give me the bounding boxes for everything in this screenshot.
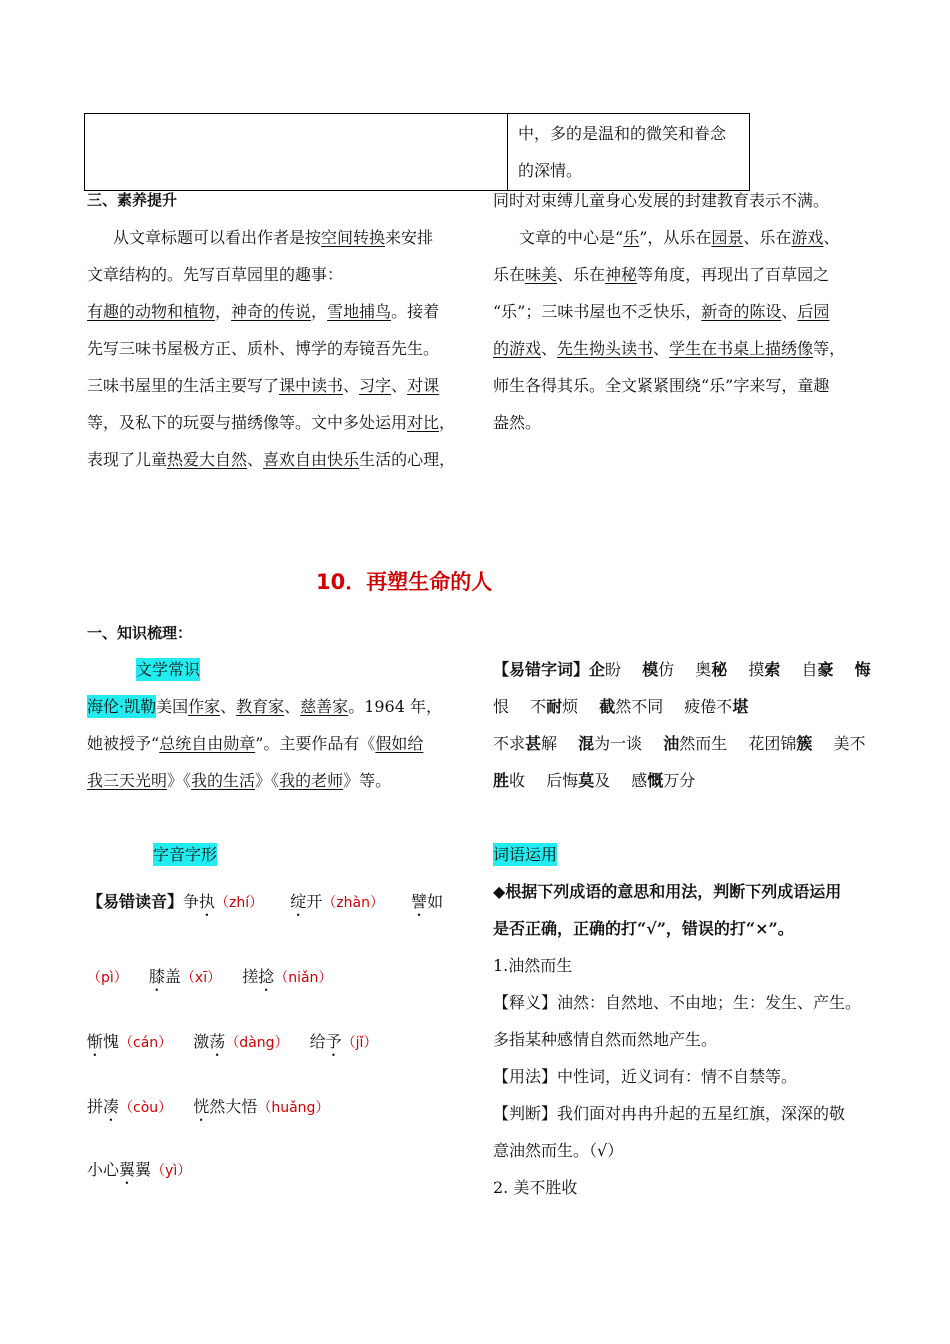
word-segment: 美不 bbox=[812, 734, 866, 753]
word-segment bbox=[833, 660, 854, 679]
word-segment: 企 bbox=[589, 660, 606, 679]
usage-judge-1: 【判断】我们面对冉冉升起的五星红旗，深深的敬 bbox=[493, 1104, 846, 1123]
pron-word: 拼凑 bbox=[87, 1097, 120, 1116]
pron-row-1: 【易错读音】争执（zhí） 绽开（zhàn） 譬如 bbox=[87, 892, 444, 911]
usage-judge-2: 意油然而生。（√） bbox=[493, 1141, 624, 1160]
word-segment: 悔 bbox=[854, 660, 871, 679]
word-segment: 烦 bbox=[562, 697, 600, 716]
word-segment: 慨 bbox=[647, 771, 664, 790]
word-segment: 秘 bbox=[711, 660, 728, 679]
lesson-title: 10．再塑生命的人 bbox=[316, 570, 493, 594]
usage-meaning-1: 【释义】油然：自然地、不由地；生：发生、产生。 bbox=[493, 993, 862, 1012]
pron-row-3: 惭愧（cán） 激荡（dàng） 给予（jǐ） bbox=[87, 1032, 378, 1051]
word-segment: 为一谈 bbox=[594, 734, 664, 753]
pron-word: 恍然大悟 bbox=[193, 1097, 258, 1116]
word-usage-section bbox=[493, 836, 861, 1206]
pron-word: 譬如 bbox=[411, 892, 444, 911]
right-line-3: 乐在味美、乐在神秘等角度，再现出了百草园之 bbox=[493, 265, 830, 284]
word-segment: 模 bbox=[642, 660, 659, 679]
literature-line-1: 海伦·凯勒美国作家、教育家、慈善家。1964 年， bbox=[87, 697, 442, 716]
usage-question-2: 是否正确，正确的打“√”，错误的打“×”。 bbox=[493, 919, 794, 938]
pron-head: 【易错读音】 bbox=[87, 892, 184, 911]
pron-word: 惭愧 bbox=[87, 1032, 120, 1051]
author-name: 海伦·凯勒 bbox=[87, 697, 157, 716]
left-line-3: 有趣的动物和植物，神奇的传说，雪地捕鸟。接着 bbox=[87, 302, 440, 321]
word-segment: 油 bbox=[663, 734, 680, 753]
word-segment: 胜 bbox=[493, 771, 510, 790]
word-segment: 耐 bbox=[546, 697, 563, 716]
pron-row-2: （pì） 膝盖（xī） 搓捻（niǎn） bbox=[87, 967, 333, 986]
word-segment: 盼 bbox=[605, 660, 643, 679]
knowledge-heading: 一、知识梳理： bbox=[87, 624, 193, 642]
error-prone-words bbox=[493, 651, 871, 799]
section3-right bbox=[493, 182, 845, 441]
pron-word: 膝盖 bbox=[148, 967, 181, 986]
continued-table bbox=[84, 113, 750, 191]
word-segment: 仿 奥 bbox=[658, 660, 712, 679]
pron-word: 搓捻 bbox=[242, 967, 275, 986]
word-segment: 豪 bbox=[817, 660, 834, 679]
pron-row-5: 小心翼翼（yì） bbox=[87, 1160, 192, 1179]
left-line-2: 文章结构的。先写百草园里的趣事： bbox=[87, 265, 344, 284]
literature-label: 文学常识 bbox=[136, 660, 201, 679]
words-line-1 bbox=[493, 651, 871, 688]
usage-meaning-2: 多指某种感情自然而然地产生。 bbox=[493, 1030, 718, 1049]
left-line-5: 三味书屋里的生活主要写了课中读书、习字、对课 bbox=[87, 376, 440, 395]
word-segment: 堪 bbox=[732, 697, 749, 716]
word-segment: 然而生 花团锦 bbox=[679, 734, 797, 753]
right-line-2: 文章的中心是“乐”，从乐在园景、乐在游戏、 bbox=[519, 228, 840, 247]
pron-word: 给予 bbox=[309, 1032, 342, 1051]
usage-usage: 【用法】中性词，近义词有：情不自禁等。 bbox=[493, 1067, 798, 1086]
table-left-cell bbox=[85, 114, 508, 191]
pron-word: 绽开 bbox=[290, 892, 323, 911]
word-segment: 莫 bbox=[578, 771, 595, 790]
literature-line-3: 我三天光明》《我的生活》《我的老师》等。 bbox=[87, 771, 392, 790]
words-line-3 bbox=[493, 725, 871, 762]
literature-section bbox=[87, 651, 442, 799]
word-usage-label: 词语运用 bbox=[493, 845, 558, 864]
words-head: 【易错字词】 bbox=[493, 660, 590, 679]
right-line-7: 盎然。 bbox=[493, 413, 542, 432]
word-segment: 索 bbox=[764, 660, 781, 679]
right-line-4: “乐”；三味书屋也不乏快乐，新奇的陈设、后园 bbox=[493, 302, 830, 321]
left-line-1: 从文章标题可以看出作者是按空间转换来安排 bbox=[113, 228, 434, 247]
word-segment: 混 bbox=[578, 734, 595, 753]
pronunciation-label-row bbox=[153, 836, 217, 873]
literature-label-row bbox=[87, 651, 442, 688]
word-segment: 收 后悔 bbox=[509, 771, 579, 790]
word-segment: 摸 bbox=[727, 660, 765, 679]
word-segment: 解 bbox=[541, 734, 579, 753]
usage-item-2: 2. 美不胜收 bbox=[493, 1178, 578, 1197]
right-line-6: 师生各得其乐。全文紧紧围绕“乐”字来写，童趣 bbox=[493, 376, 830, 395]
word-usage-label-row bbox=[493, 836, 861, 873]
pronunciation-label: 字音字形 bbox=[153, 845, 218, 864]
word-segment: 甚 bbox=[525, 734, 542, 753]
left-line-7: 表现了儿童热爱大自然、喜欢自由快乐生活的心理， bbox=[87, 450, 456, 469]
pron-word: 小心翼翼 bbox=[87, 1160, 152, 1179]
pron-row-4: 拼凑（còu） 恍然大悟（huǎng） bbox=[87, 1097, 330, 1116]
pron-word: 激荡 bbox=[193, 1032, 226, 1051]
right-line-5: 的游戏、先生拗头读书、学生在书桌上描绣像等， bbox=[493, 339, 846, 358]
word-segment: 万分 bbox=[663, 771, 696, 790]
word-segment: 及 感 bbox=[594, 771, 648, 790]
left-line-6: 等，及私下的玩耍与描绣像等。文中多处运用对比， bbox=[87, 413, 456, 432]
section-heading-3: 三、素养提升 bbox=[87, 191, 178, 209]
literature-line-2: 她被授予“总统自由勋章”。主要作品有《假如给 bbox=[87, 734, 424, 753]
word-segment: 簇 bbox=[796, 734, 813, 753]
word-segment: 恨 不 bbox=[493, 697, 547, 716]
table-text-2: 的深情。 bbox=[518, 161, 583, 180]
table-right-cell bbox=[508, 114, 750, 191]
words-line-2 bbox=[493, 688, 871, 725]
usage-question-1: ◆根据下列成语的意思和用法，判断下列成语运用 bbox=[493, 882, 842, 901]
word-segment: 截 bbox=[599, 697, 616, 716]
word-segment: 然不同 疲倦不 bbox=[615, 697, 733, 716]
word-segment: 自 bbox=[780, 660, 818, 679]
word-segment: 不求 bbox=[493, 734, 526, 753]
left-line-4: 先写三味书屋极方正、质朴、博学的寿镜吾先生。 bbox=[87, 339, 440, 358]
right-line-1: 同时对束缚儿童身心发展的封建教育表示不满。 bbox=[493, 191, 830, 210]
pron-word: 争执 bbox=[183, 892, 216, 911]
usage-item-1: 1.油然而生 bbox=[493, 956, 573, 975]
table-text-1: 中，多的是温和的微笑和眷念 bbox=[518, 124, 727, 143]
section3-left bbox=[87, 219, 455, 478]
words-line-4 bbox=[493, 762, 871, 799]
